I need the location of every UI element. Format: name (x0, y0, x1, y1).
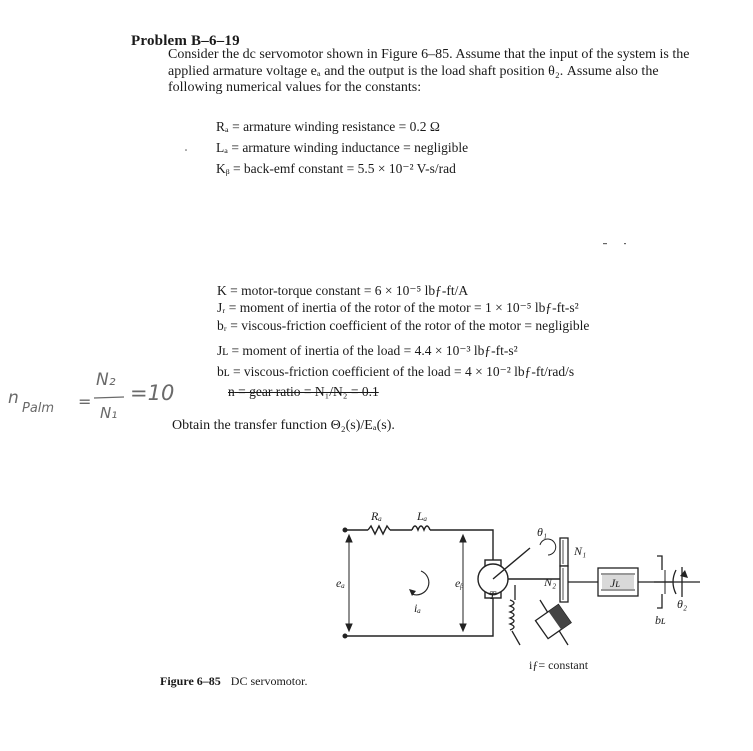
label-ra: Rₐ (371, 509, 382, 523)
handwritten-fraction-bar (94, 397, 124, 398)
constant-symbol: Rₐ (216, 119, 229, 134)
label-n1: N₁ (574, 544, 587, 558)
terminal (343, 528, 347, 532)
label-n2: N₂ (544, 575, 557, 589)
label-torque: T (489, 588, 496, 602)
constant-symbol: Kᵦ (216, 161, 230, 176)
constant-definition: = gear ratio = N₁/N₂ = 0.1 (234, 384, 379, 399)
wire (430, 530, 493, 560)
problem-intro: Consider the dc servomotor shown in Figure 6–85. Assume that the input of the system is the applied armature voltage eₐ and the output is the load shaft position θ₂. Assume also the following numerical values for the constants: (168, 47, 690, 95)
handwritten-equals: = (78, 392, 92, 411)
label-ia: iₐ (414, 601, 421, 615)
obtain-instruction: Obtain the transfer function Θ₂(s)/Eₐ(s). (172, 418, 395, 433)
label-la: Lₐ (417, 509, 428, 523)
label-theta2: θ₂ (677, 597, 688, 611)
constant-definition: = motor-torque constant = 6 × 10⁻⁵ lbƒ-ft/A (226, 283, 469, 298)
inductor-la (412, 526, 430, 530)
constant-symbol: bᵣ (217, 318, 227, 333)
constant-definition: = viscous-friction coefficient of the load = 4 × 10⁻² lbƒ-ft/rad/s (229, 364, 575, 379)
resistor-ra (368, 526, 390, 534)
label-theta1: θ₁ (537, 525, 548, 539)
load-shaft (638, 556, 700, 608)
handwritten-numerator: N₂ (96, 370, 116, 390)
handwritten-palm: Palm (22, 401, 55, 416)
label-bl: bʟ (655, 613, 666, 627)
handwritten-n: n (8, 388, 19, 408)
constant-definition: = moment of inertia of the load = 4.4 × 10⁻³ lbƒ-ft-s² (228, 343, 518, 358)
ea-arrow (346, 535, 352, 631)
constant-definition: = viscous-friction coefficient of the rotor of the motor = negligible (226, 318, 590, 333)
label-field-current: iƒ= constant (529, 658, 589, 672)
constant-definition: = moment of inertia of the rotor of the motor = 1 × 10⁻⁵ lbƒ-ft-s² (225, 300, 579, 315)
constant-symbol: Jᵣ (217, 300, 226, 315)
constant-symbol: K (217, 283, 227, 298)
theta2-arrowhead (680, 570, 688, 578)
constant-definition: = back-emf constant = 5.5 × 10⁻² V-s/rad (229, 161, 456, 176)
constant-symbol: Jʟ (217, 343, 229, 358)
figure-number: Figure 6–85 (160, 674, 221, 688)
figure-caption-text: DC servomotor. (230, 674, 308, 688)
gear-n2 (560, 566, 568, 602)
handwritten-denominator: N₁ (100, 404, 118, 422)
gear-n1 (560, 538, 568, 566)
label-ea: eₐ (336, 576, 345, 590)
constant-symbol: n (228, 384, 235, 399)
label-eb: eᵦ (455, 576, 464, 590)
label-jl: Jʟ (610, 576, 621, 590)
terminal (343, 634, 347, 638)
constant-symbol: bʟ (217, 364, 230, 379)
theta1-arrow (540, 539, 556, 555)
handwritten-result: =10 (130, 381, 175, 405)
scan-speck (603, 243, 607, 244)
scan-speck (624, 243, 626, 244)
field-magnet (535, 605, 571, 639)
scan-speck (185, 149, 187, 151)
constant-definition: = armature winding resistance = 0.2 Ω (228, 119, 440, 134)
constant-definition: = armature winding inductance = negligible (227, 140, 469, 155)
constant-symbol: Lₐ (216, 140, 228, 155)
armature-circuit (343, 526, 493, 638)
problem-title: Problem B–6–19 (131, 33, 240, 49)
